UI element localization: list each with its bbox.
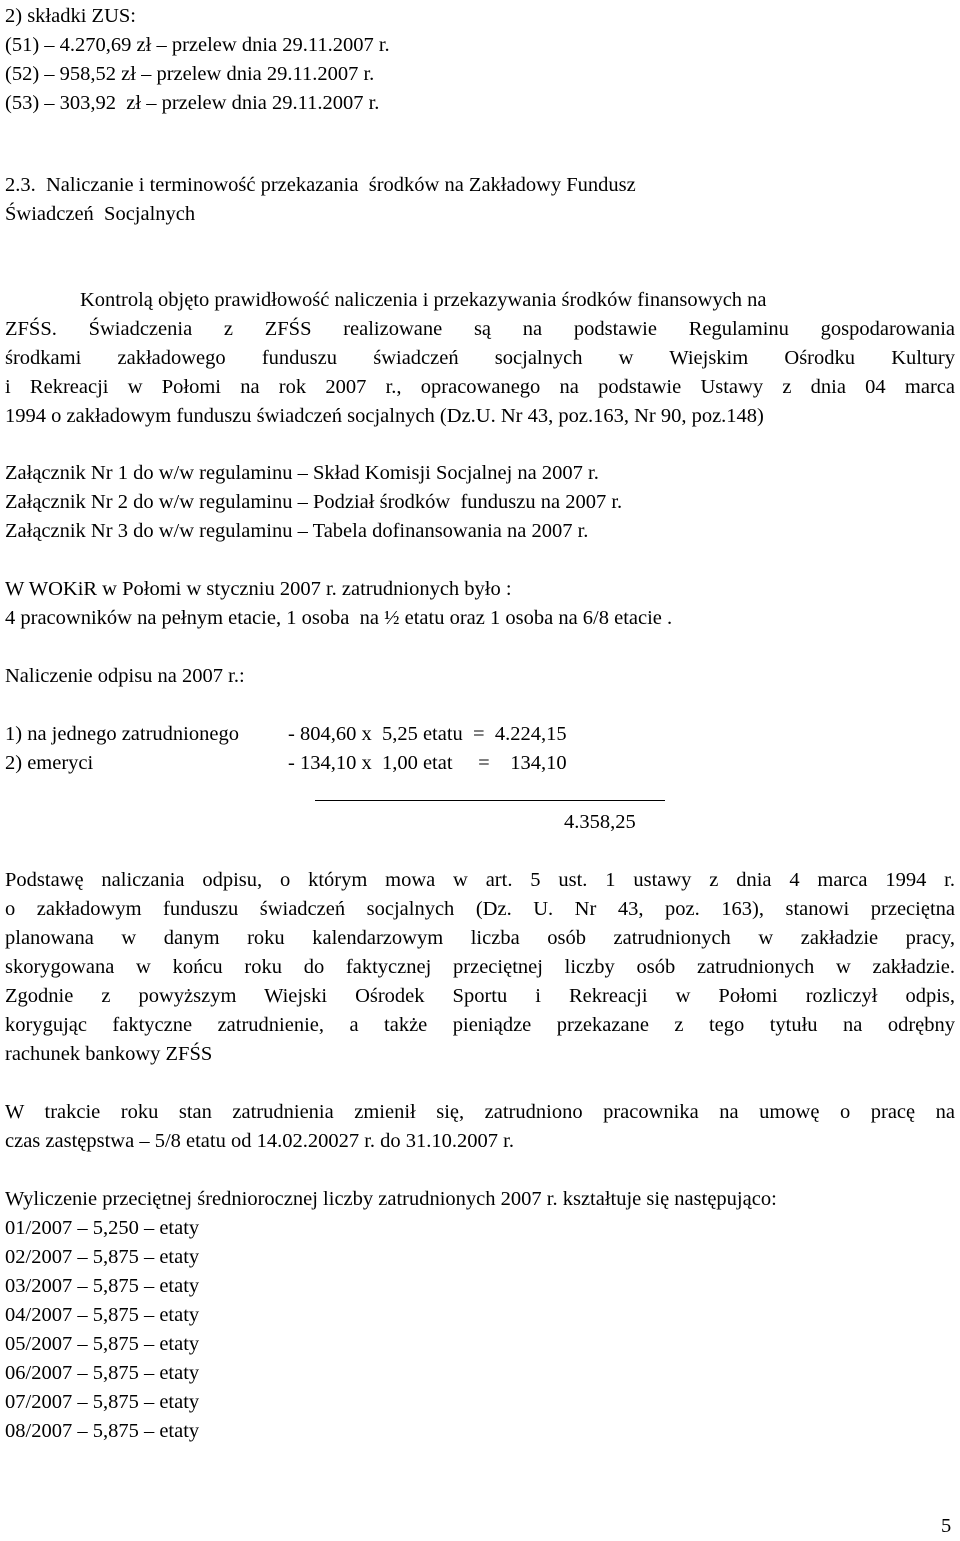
calc-row-expression: - 134,10 x 1,00 etat = 134,10 [288, 752, 567, 774]
intro-line: i Rekreacji w Połomi na rok 2007 r., opracowanego na podstawie Ustawy z dnia 04 marca [5, 376, 955, 398]
calc-heading: Naliczenie odpisu na 2007 r.: [5, 665, 245, 687]
basis-line: korygując faktyczne zatrudnienie, a także pieniądze przekazane z tego tytułu na odrębny [5, 1014, 955, 1036]
month-row: 05/2007 – 5,875 – etaty [5, 1333, 200, 1355]
intro-line: Kontrolą objęto prawidłowość naliczenia i przekazywania środków finansowych na [80, 289, 767, 311]
zus-item: (51) – 4.270,69 zł – przelew dnia 29.11.2007 r. [5, 34, 390, 56]
intro-line: środkami zakładowego funduszu świadczeń socjalnych w Wiejskim Ośrodku Kultury [5, 347, 955, 369]
month-row: 07/2007 – 5,875 – etaty [5, 1391, 200, 1413]
calc-total: 4.358,25 [564, 811, 636, 833]
section-title: 2.3. Naliczanie i terminowość przekazania środków na Zakładowy Fundusz [5, 174, 636, 196]
month-row: 04/2007 – 5,875 – etaty [5, 1304, 200, 1326]
basis-line: skorygowana w końcu roku do faktycznej przeciętnej liczby osób zatrudnionych w zakładzie. [5, 956, 955, 978]
basis-line: o zakładowym funduszu świadczeń socjalnych (Dz. U. Nr 43, poz. 163), stanowi przeciętna [5, 898, 955, 920]
calc-row-label: 2) emeryci [5, 752, 94, 774]
basis-line: planowana w danym roku kalendarzowym liczba osób zatrudnionych w zakładzie pracy, [5, 927, 955, 949]
zus-item: (52) – 958,52 zł – przelew dnia 29.11.2007 r. [5, 63, 375, 85]
month-row: 08/2007 – 5,875 – etaty [5, 1420, 200, 1442]
month-row: 03/2007 – 5,875 – etaty [5, 1275, 200, 1297]
basis-line: Zgodnie z powyższym Wiejski Ośrodek Sportu i Rekreacji w Połomi rozliczył odpis, [5, 985, 955, 1007]
average-heading: Wyliczenie przeciętnej średniorocznej liczby zatrudnionych 2007 r. kształtuje się następująco: [5, 1188, 777, 1210]
employment-line: W WOKiR w Połomi w styczniu 2007 r. zatrudnionych było : [5, 578, 512, 600]
intro-line: ZFŚS. Świadczenia z ZFŚS realizowane są na podstawie Regulaminu gospodarowania [5, 318, 955, 340]
change-line: W trakcie roku stan zatrudnienia zmienił się, zatrudniono pracownika na umowę o pracę na [5, 1101, 955, 1123]
attachment-item: Załącznik Nr 1 do w/w regulaminu – Skład Komisji Socjalnej na 2007 r. [5, 462, 599, 484]
sum-divider [315, 800, 665, 801]
employment-line: 4 pracowników na pełnym etacie, 1 osoba na ½ etatu oraz 1 osoba na 6/8 etacie . [5, 607, 673, 629]
page-number: 5 [941, 1515, 952, 1537]
zus-heading: 2) składki ZUS: [5, 5, 136, 27]
month-row: 01/2007 – 5,250 – etaty [5, 1217, 200, 1239]
calc-row-label: 1) na jednego zatrudnionego [5, 723, 239, 745]
change-line: czas zastępstwa – 5/8 etatu od 14.02.20027 r. do 31.10.2007 r. [5, 1130, 514, 1152]
calc-row-expression: - 804,60 x 5,25 etatu = 4.224,15 [288, 723, 567, 745]
attachment-item: Załącznik Nr 3 do w/w regulaminu – Tabela dofinansowania na 2007 r. [5, 520, 589, 542]
attachment-item: Załącznik Nr 2 do w/w regulaminu – Podział środków funduszu na 2007 r. [5, 491, 623, 513]
basis-line: Podstawę naliczania odpisu, o którym mowa w art. 5 ust. 1 ustawy z dnia 4 marca 1994 r. [5, 869, 955, 891]
intro-line: 1994 o zakładowym funduszu świadczeń socjalnych (Dz.U. Nr 43, poz.163, Nr 90, poz.148) [5, 405, 764, 427]
month-row: 06/2007 – 5,875 – etaty [5, 1362, 200, 1384]
month-row: 02/2007 – 5,875 – etaty [5, 1246, 200, 1268]
section-title-cont: Świadczeń Socjalnych [5, 203, 196, 225]
zus-item: (53) – 303,92 zł – przelew dnia 29.11.2007 r. [5, 92, 380, 114]
basis-line: rachunek bankowy ZFŚS [5, 1043, 213, 1065]
